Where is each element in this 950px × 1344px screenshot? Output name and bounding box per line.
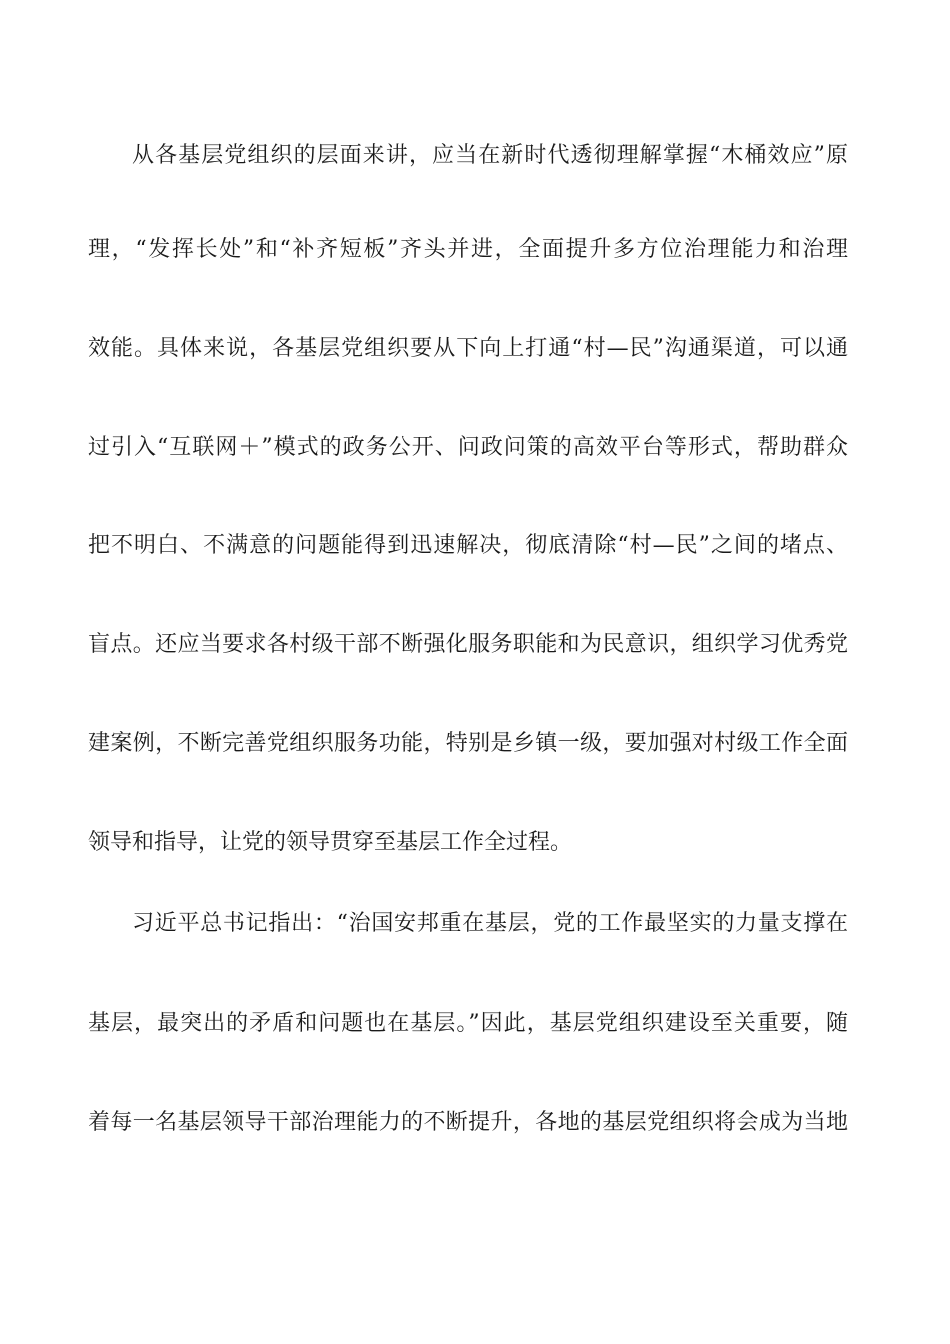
paragraph-line: 把不明白、不满意的问题能得到迅速解决，彻底清除“村—民”之间的堵点、: [88, 533, 848, 558]
paragraph-line: 基层，最突出的矛盾和问题也在基层。”因此，基层党组织建设至关重要，随: [88, 1011, 848, 1036]
paragraph-line: 过引入“互联网＋”模式的政务公开、问政问策的高效平台等形式，帮助群众: [88, 435, 848, 460]
paragraph-line: 理，“发挥长处”和“补齐短板”齐头并进，全面提升多方位治理能力和治理: [88, 237, 848, 262]
paragraph-line: 从各基层党组织的层面来讲，应当在新时代透彻理解掌握“木桶效应”原: [132, 143, 848, 168]
paragraph-line: 习近平总书记指出：“治国安邦重在基层，党的工作最坚实的力量支撑在: [132, 911, 848, 936]
paragraph-line: 着每一名基层领导干部治理能力的不断提升，各地的基层党组织将会成为当地: [88, 1110, 848, 1135]
paragraph-line: 领导和指导，让党的领导贯穿至基层工作全过程。: [88, 830, 573, 855]
paragraph-line: 建案例，不断完善党组织服务功能，特别是乡镇一级，要加强对村级工作全面: [88, 731, 848, 756]
paragraph-line: 盲点。还应当要求各村级干部不断强化服务职能和为民意识，组织学习优秀党: [88, 632, 848, 657]
paragraph-line: 效能。具体来说，各基层党组织要从下向上打通“村—民”沟通渠道，可以通: [88, 336, 848, 361]
